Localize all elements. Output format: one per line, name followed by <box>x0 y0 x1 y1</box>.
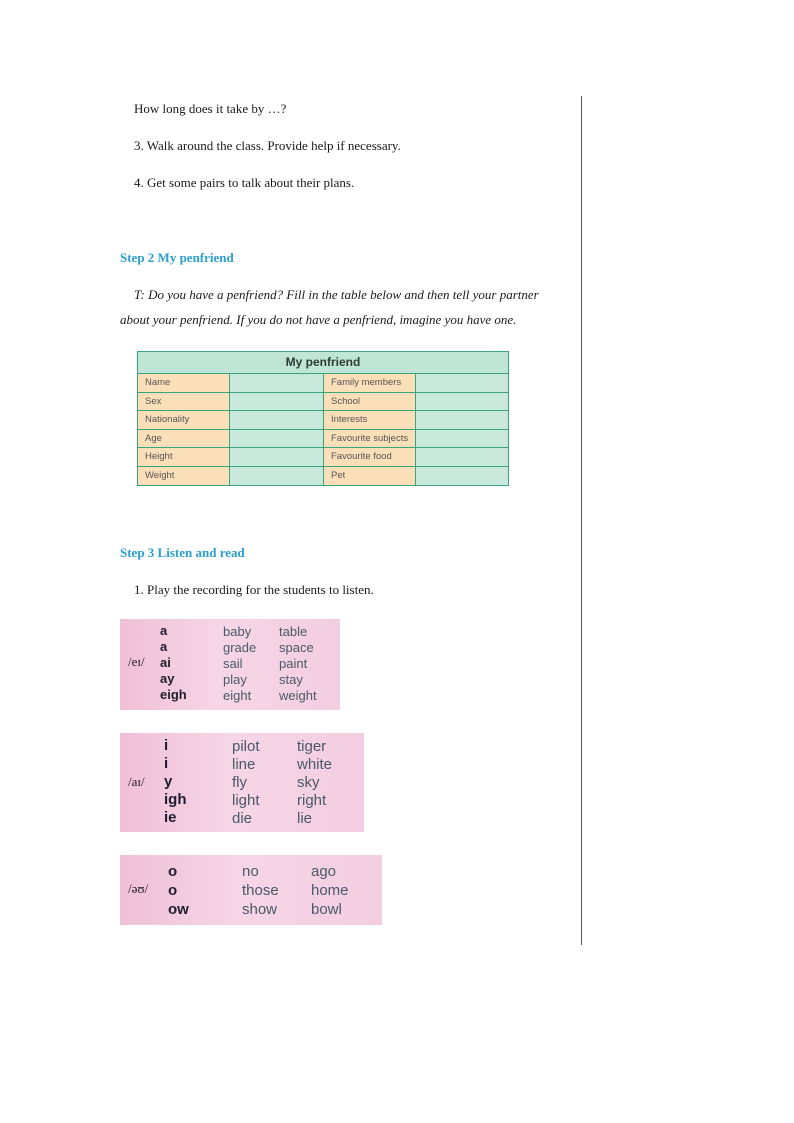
table-label: Family members <box>324 374 416 392</box>
example-word: paint <box>279 656 308 671</box>
table-input-cell[interactable] <box>230 467 324 485</box>
example-word: tiger <box>297 738 327 755</box>
table-input-cell[interactable] <box>416 430 508 448</box>
step2-instruction-line1: T: Do you have a penfriend? Fill in the table below and then tell your partner <box>134 287 539 302</box>
spelling: o <box>168 863 178 880</box>
example-word: line <box>232 756 256 773</box>
table-label: Name <box>138 374 230 392</box>
list-item-3: 3. Walk around the class. Provide help if necessary. <box>134 138 401 153</box>
phonics-card-ai <box>120 733 364 832</box>
table-label: Pet <box>324 467 416 485</box>
table-input-cell[interactable] <box>416 467 508 485</box>
spelling-column <box>164 737 187 827</box>
phonics-card-ou <box>120 855 382 925</box>
table-input-cell[interactable] <box>230 448 324 466</box>
example-word: sail <box>223 656 243 671</box>
example-word: lie <box>297 810 313 827</box>
table-row <box>138 393 508 412</box>
table-label: Height <box>138 448 230 466</box>
spelling: eigh <box>160 687 187 702</box>
spelling: a <box>160 639 168 654</box>
example-word: no <box>242 863 259 880</box>
example-words-column-1 <box>242 862 279 919</box>
example-word: weight <box>279 688 317 703</box>
example-word: eight <box>223 688 252 703</box>
table-title: My penfriend <box>138 352 508 374</box>
example-word: grade <box>223 640 257 655</box>
spelling-column <box>168 862 189 919</box>
step2-instruction-line2: about your penfriend. If you do not have a penfriend, imagine you have one. <box>120 312 517 327</box>
table-label: Favourite subjects <box>324 430 416 448</box>
table-label: Sex <box>138 393 230 411</box>
table-label: Nationality <box>138 411 230 429</box>
step2-heading: Step 2 My penfriend <box>120 250 234 265</box>
example-word: light <box>232 792 260 809</box>
step3-heading: Step 3 Listen and read <box>120 545 245 560</box>
phonics-card-ei <box>120 619 340 710</box>
example-word: ago <box>311 863 337 880</box>
table-input-cell[interactable] <box>230 374 324 392</box>
example-word: sky <box>297 774 320 791</box>
example-word: space <box>279 640 314 655</box>
example-word: stay <box>279 672 303 687</box>
table-input-cell[interactable] <box>416 374 508 392</box>
spelling-column <box>160 623 187 703</box>
example-word: baby <box>223 624 252 639</box>
table-label: Interests <box>324 411 416 429</box>
example-words-column-2 <box>297 738 332 828</box>
example-word: die <box>232 810 253 827</box>
text-how-long: How long does it take by …? <box>134 101 287 116</box>
example-word: those <box>242 882 279 899</box>
spelling: ai <box>160 655 171 670</box>
table-input-cell[interactable] <box>416 393 508 411</box>
spelling: igh <box>164 791 187 808</box>
table-row <box>138 448 508 467</box>
table-input-cell[interactable] <box>230 411 324 429</box>
table-row <box>138 430 508 449</box>
example-word: table <box>279 624 308 639</box>
table-row <box>138 374 508 393</box>
spelling: o <box>168 882 178 899</box>
table-label: Age <box>138 430 230 448</box>
spelling: ay <box>160 671 175 686</box>
table-row <box>138 411 508 430</box>
example-words-column-1 <box>232 738 260 828</box>
spelling: i <box>164 755 169 772</box>
example-word: white <box>297 756 333 773</box>
example-word: pilot <box>232 738 260 755</box>
table-label: Favourite food <box>324 448 416 466</box>
phonetic-symbol: /eɪ/ <box>128 654 145 669</box>
spelling: ie <box>164 809 177 826</box>
example-words-column-1 <box>223 624 256 704</box>
example-word: play <box>223 672 247 687</box>
spelling: ow <box>168 901 189 918</box>
list-item-4: 4. Get some pairs to talk about their plans. <box>134 175 355 190</box>
phonetic-symbol: /əʊ/ <box>128 881 149 896</box>
spelling: i <box>164 737 169 754</box>
example-word: show <box>242 901 278 918</box>
table-label: School <box>324 393 416 411</box>
spelling: y <box>164 773 173 790</box>
table-row <box>138 467 508 485</box>
example-word: fly <box>232 774 247 791</box>
table-input-cell[interactable] <box>416 411 508 429</box>
table-input-cell[interactable] <box>230 430 324 448</box>
example-words-column-2 <box>311 862 349 919</box>
example-word: right <box>297 792 327 809</box>
step3-item-1: 1. Play the recording for the students to listen. <box>134 582 374 597</box>
penfriend-table <box>137 351 509 486</box>
table-input-cell[interactable] <box>416 448 508 466</box>
phonetic-symbol: /aɪ/ <box>128 774 145 789</box>
example-word: bowl <box>311 901 342 918</box>
margin-line <box>581 96 582 945</box>
example-words-column-2 <box>279 624 317 704</box>
example-word: home <box>311 882 349 899</box>
table-label: Weight <box>138 467 230 485</box>
spelling: a <box>160 623 168 638</box>
table-input-cell[interactable] <box>230 393 324 411</box>
